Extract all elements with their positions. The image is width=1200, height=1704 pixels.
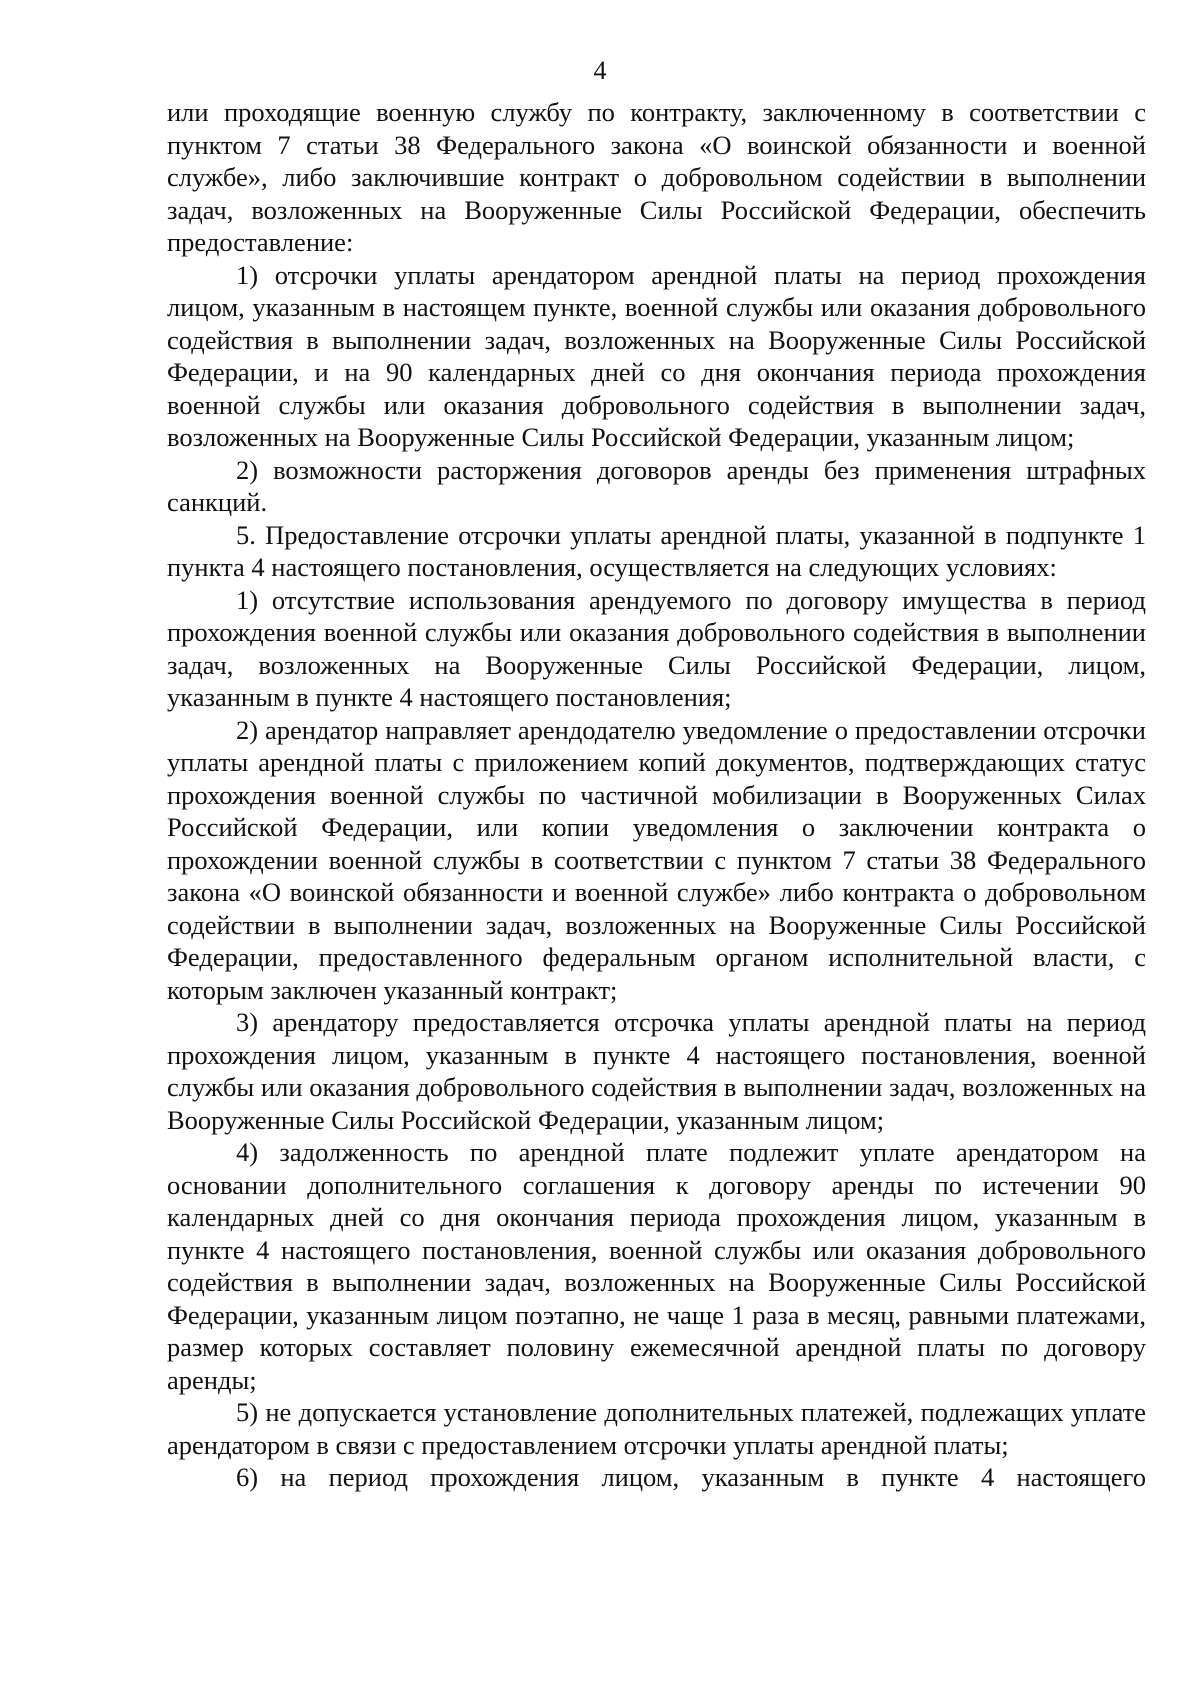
paragraph-condition-4: 4) задолженность по арендной плате подлежит уплате арендатором на основании дополнительного соглашения к договору аренды по истечении 90 календарных дней со дня окончания периода прохождения лицом, указанным в пункте 4 настоящего постановления, военной службы или оказания добровольного содействия в выполнении задач, возложенных на Вооруженные Силы Российской Федерации, указанным лицом поэтапно, не чаще 1 раза в месяц, равными платежами, размер которых составляет половину ежемесячной арендной платы по договору аренды; <box>167 1137 1146 1395</box>
paragraph-condition-6: 6) на период прохождения лицом, указанным в пункте 4 настоящего <box>236 1462 1146 1492</box>
paragraph-clause-5: 5. Предоставление отсрочки уплаты арендной платы, указанной в подпункте 1 пункта 4 настоящего постановления, осуществляется на следующих условиях: <box>167 519 1146 582</box>
paragraph-continuation: или проходящие военную службу по контракту, заключенному в соответствии с пунктом 7 статьи 38 Федерального закона «О воинской обязанности и военной службе», либо заключившие контракт о добровольном содействии в выполнении задач, возложенных на Вооруженные Силы Российской Федерации, обеспечить предоставление: <box>167 97 1146 257</box>
paragraph-condition-3: 3) арендатору предоставляется отсрочка уплаты арендной платы на период прохождения лицом, указанным в пункте 4 настоящего постановления, военной службы или оказания добровольного содействия в выполнении задач, возложенных на Вооруженные Силы Российской Федерации, указанным лицом; <box>167 1007 1146 1135</box>
paragraph-condition-1: 1) отсутствие использования арендуемого по договору имущества в период прохождения военной службы или оказания добровольного содействия в выполнении задач, возложенных на Вооруженные Силы Российской Федерации, лицом, указанным в пункте 4 настоящего постановления; <box>167 584 1146 712</box>
paragraph-subitem-1: 1) отсрочки уплаты арендатором арендной платы на период прохождения лицом, указанным в настоящем пункте, военной службы или оказания добровольного содействия в выполнении задач, возложенных на Вооруженные Силы Российской Федерации, и на 90 календарных дней со дня окончания периода прохождения военной службы или оказания добровольного содействия в выполнении задач, возложенных на Вооруженные Силы Российской Федерации, указанным лицом; <box>167 259 1146 452</box>
page-number: 4 <box>593 56 607 85</box>
paragraph-condition-5: 5) не допускается установление дополнительных платежей, подлежащих уплате арендатором в связи с предоставлением отсрочки уплаты арендной платы; <box>167 1397 1146 1460</box>
paragraph-subitem-2: 2) возможности расторжения договоров аренды без применения штрафных санкций. <box>167 454 1146 517</box>
paragraph-condition-2: 2) арендатор направляет арендодателю уведомление о предоставлении отсрочки уплаты арендной платы с приложением копий документов, подтверждающих статус прохождения военной службы по частичной мобилизации в Вооруженных Силах Российской Федерации, или копии уведомления о заключении контракта о прохождении военной службы в соответствии с пунктом 7 статьи 38 Федерального закона «О воинской обязанности и военной службе» либо контракта о добровольном содействии в выполнении задач, возложенных на Вооруженные Силы Российской Федерации, предоставленного федеральным органом исполнительной власти, с которым заключен указанный контракт; <box>167 714 1146 1005</box>
document-body <box>167 96 1146 1494</box>
